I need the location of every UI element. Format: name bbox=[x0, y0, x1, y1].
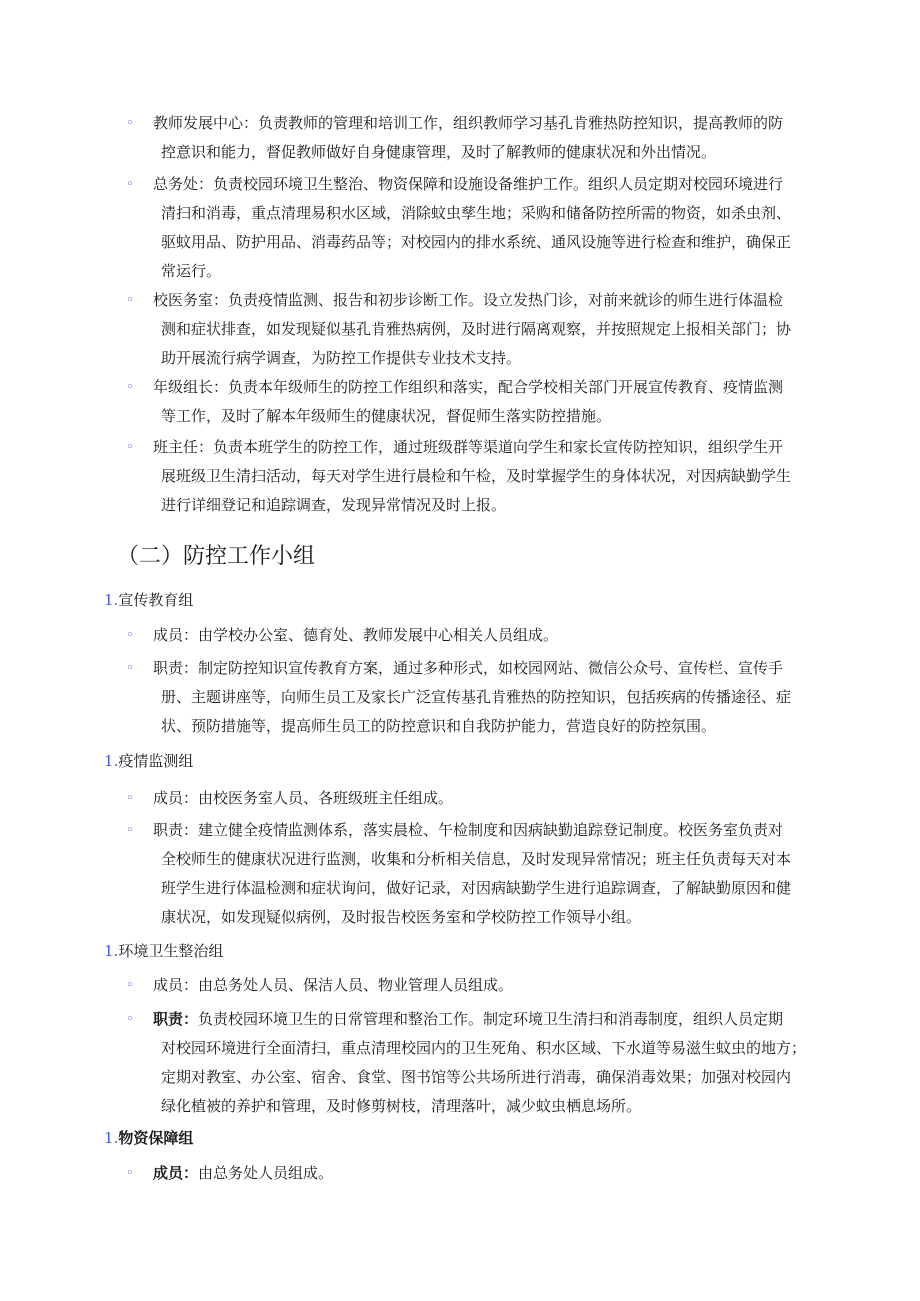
text-line: 绿化植被的养护和管理，及时修剪树枝，清理落叶，减少蚊虫栖息场所。 bbox=[161, 1097, 642, 1115]
bullet-icon: ◦ bbox=[126, 661, 134, 676]
text-line: 年级组长：负责本年级师生的防控工作组织和落实，配合学校相关部门开展宣传教育、疫情监测 bbox=[153, 378, 784, 396]
text-line bbox=[138, 971, 818, 1000]
group-heading bbox=[104, 589, 193, 611]
item-text: 由总务处人员组成。 bbox=[198, 1164, 334, 1182]
bullet-icon: ◦ bbox=[126, 1166, 134, 1181]
text-line bbox=[138, 784, 818, 813]
text-line: 等工作，及时了解本年级师生的健康状况，督促师生落实防控措施。 bbox=[161, 407, 612, 425]
item-text: 由学校办公室、德育处、教师发展中心相关人员组成。 bbox=[198, 626, 559, 644]
text-line: 定期对教室、办公室、宿舍、食堂、图书馆等公共场所进行消毒，确保消毒效果；加强对校园内 bbox=[161, 1068, 792, 1086]
text-line: 驱蚊用品、防护用品、消毒药品等；对校园内的排水系统、通风设施等进行检查和维护，确保正 bbox=[161, 233, 792, 251]
text-line bbox=[138, 1159, 818, 1188]
item-text: 负责校园环境卫生的日常管理和整治工作。制定环境卫生清扫和消毒制度，组织人员定期 bbox=[198, 1010, 784, 1028]
bullet-icon: ◦ bbox=[126, 293, 134, 308]
group-heading bbox=[104, 750, 193, 772]
bullet-icon: ◦ bbox=[126, 1012, 134, 1027]
text-line: 常运行。 bbox=[161, 262, 222, 280]
text-line: 控意识和能力，督促教师做好自身健康管理，及时了解教师的健康状况和外出情况。 bbox=[161, 143, 717, 161]
text-line: 总务处：负责校园环境卫生整治、物资保障和设施设备维护工作。组织人员定期对校园环境进行 bbox=[153, 175, 784, 193]
text-line: 教师发展中心：负责教师的管理和培训工作，组织教师学习基孔肯雅热防控知识，提高教师的防 bbox=[153, 114, 784, 132]
text-line: 康状况，如发现疑似病例，及时报告校医务室和学校防控工作领导小组。 bbox=[161, 908, 642, 926]
role-general-affairs bbox=[126, 170, 818, 286]
item-label: 成员： bbox=[153, 626, 199, 644]
role-clinic bbox=[126, 286, 818, 373]
group-item bbox=[126, 971, 818, 1000]
item-text: 制定防控知识宣传教育方案，通过多种形式，如校园网站、微信公众号、宣传栏、宣传手 bbox=[198, 659, 784, 677]
text-line: 助开展流行病学调查，为防控工作提供专业技术支持。 bbox=[161, 349, 522, 367]
text-line: 校医务室：负责疫情监测、报告和初步诊断工作。设立发热门诊，对前来就诊的师生进行体温检 bbox=[153, 291, 784, 309]
group-item bbox=[126, 1159, 818, 1188]
bullet-icon: ◦ bbox=[126, 440, 134, 455]
group-title: 疫情监测组 bbox=[118, 752, 194, 770]
text-line: 状、预防措施等，提高师生员工的防控意识和自我防护能力，营造良好的防控氛围。 bbox=[161, 717, 717, 735]
item-text: 由校医务室人员、各班级班主任组成。 bbox=[198, 789, 454, 807]
role-grade-leader bbox=[126, 373, 818, 431]
item-label: 职责： bbox=[153, 821, 199, 839]
group-item bbox=[126, 816, 818, 932]
text-line bbox=[138, 621, 818, 650]
text-line bbox=[138, 1005, 818, 1034]
item-label: 成员： bbox=[153, 789, 199, 807]
list-number: 1. bbox=[104, 752, 119, 770]
list-number: 1. bbox=[104, 591, 119, 609]
text-line bbox=[138, 654, 818, 683]
role-teacher-dev bbox=[126, 109, 818, 167]
section-heading: （二）防控工作小组 bbox=[117, 544, 316, 569]
text-line: 全校师生的健康状况进行监测，收集和分析相关信息，及时发现异常情况；班主任负责每天对本 bbox=[161, 850, 792, 868]
item-text: 由总务处人员、保洁人员、物业管理人员组成。 bbox=[198, 976, 514, 994]
bullet-icon: ◦ bbox=[126, 791, 134, 806]
item-label: 职责： bbox=[153, 659, 199, 677]
role-class-teacher bbox=[126, 433, 818, 520]
group-item bbox=[126, 654, 818, 741]
item-label: 成员： bbox=[153, 1164, 199, 1182]
text-line: 班学生进行体温检测和症状询问，做好记录，对因病缺勤学生进行追踪调查，了解缺勤原因和健 bbox=[161, 879, 792, 897]
text-line: 清扫和消毒，重点清理易积水区域，消除蚊虫孳生地；采购和储备防控所需的物资，如杀虫剂、 bbox=[161, 204, 792, 222]
group-title: 物资保障组 bbox=[118, 1129, 194, 1147]
text-line: 展班级卫生清扫活动，每天对学生进行晨检和午检，及时掌握学生的身体状况，对因病缺勤学生 bbox=[161, 467, 792, 485]
text-line: 班主任：负责本班学生的防控工作，通过班级群等渠道向学生和家长宣传防控知识，组织学生开 bbox=[153, 438, 784, 456]
group-item bbox=[126, 1005, 818, 1121]
text-line bbox=[138, 816, 818, 845]
text-line: 进行详细登记和追踪调查，发现异常情况及时上报。 bbox=[161, 496, 507, 514]
group-title: 宣传教育组 bbox=[118, 591, 194, 609]
item-text: 建立健全疫情监测体系，落实晨检、午检制度和因病缺勤追踪登记制度。校医务室负责对 bbox=[198, 821, 784, 839]
bullet-icon: ◦ bbox=[126, 823, 134, 838]
list-number: 1. bbox=[104, 1129, 119, 1147]
group-item bbox=[126, 784, 818, 813]
text-line: 对校园环境进行全面清扫，重点清理校园内的卫生死角、积水区域、下水道等易滋生蚊虫的地方； bbox=[161, 1039, 807, 1057]
bullet-icon: ◦ bbox=[126, 177, 134, 192]
text-line: 测和症状排查，如发现疑似基孔肯雅热病例，及时进行隔离观察，并按照规定上报相关部门；协 bbox=[161, 320, 792, 338]
bullet-icon: ◦ bbox=[126, 978, 134, 993]
group-heading bbox=[104, 1127, 193, 1149]
bullet-icon: ◦ bbox=[126, 628, 134, 643]
bullet-icon: ◦ bbox=[126, 380, 134, 395]
group-item bbox=[126, 621, 818, 650]
bullet-icon: ◦ bbox=[126, 116, 134, 131]
item-label: 成员： bbox=[153, 976, 199, 994]
list-number: 1. bbox=[104, 942, 119, 960]
group-heading bbox=[104, 940, 223, 962]
group-title: 环境卫生整治组 bbox=[118, 942, 224, 960]
text-line: 册、主题讲座等，向师生员工及家长广泛宣传基孔肯雅热的防控知识，包括疾病的传播途径、症 bbox=[161, 688, 792, 706]
item-label: 职责： bbox=[153, 1010, 199, 1028]
